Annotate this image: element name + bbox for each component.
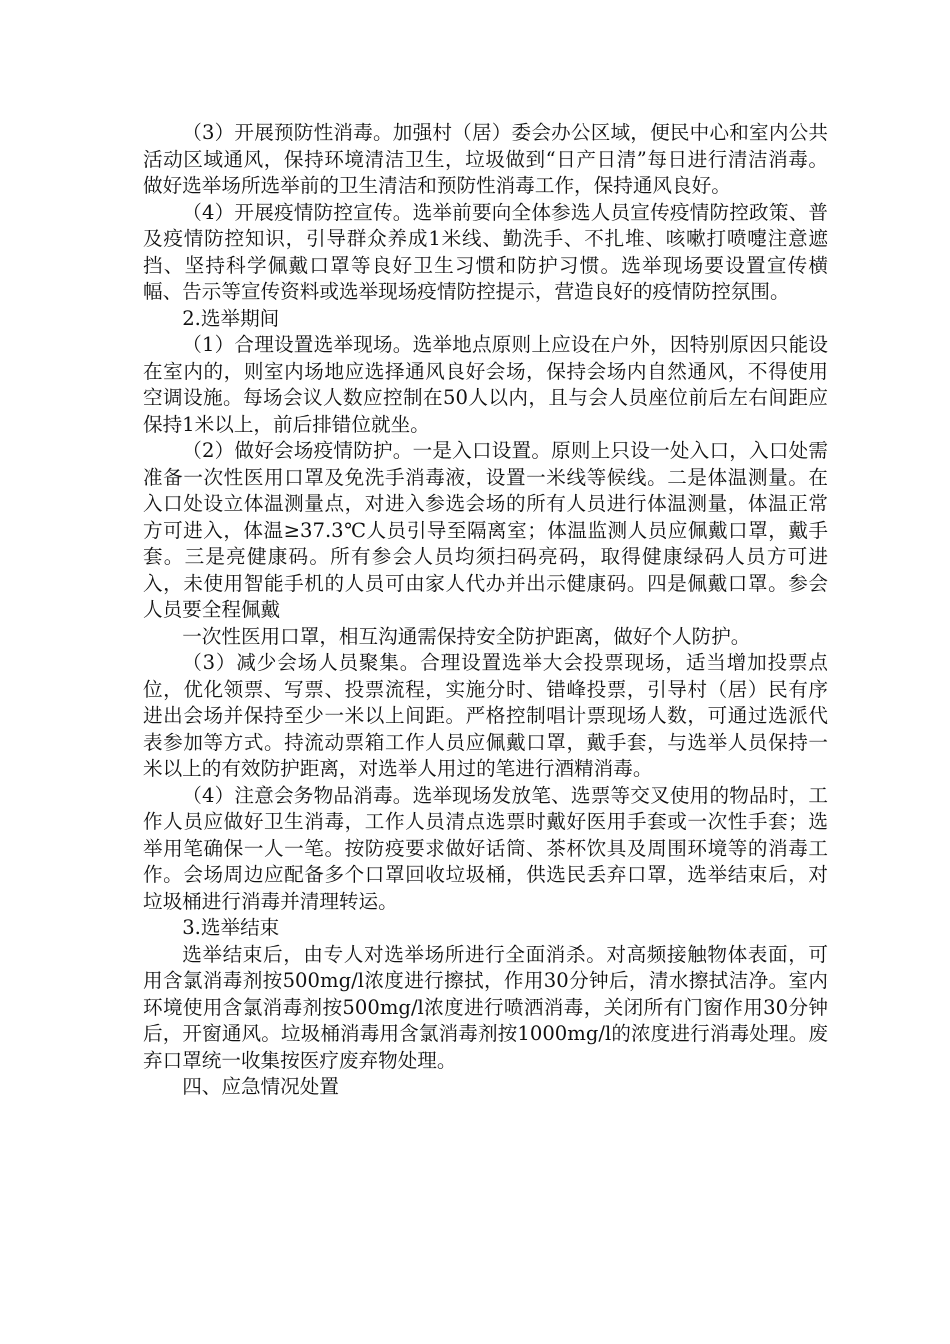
paragraph-venue-protection: （2）做好会场疫情防护。一是入口设置。原则上只设一处入口，入口处需准备一次性医用口罩及免洗手消毒液，设置一米线等候线。二是体温测量。在入口处设立体温测量点，对进入参选会场的所有人员进行体温测量，体温正常方可进入，体温≥37.3℃人员引导至隔离室；体温监测人员应佩戴口罩，戴手套。三是亮健康码。所有参会人员均须扫码亮码，取得健康绿码人员方可进入，未使用智能手机的人员可由家人代办并出示健康码。四是佩戴口罩。参会人员要全程佩戴 <box>143 439 828 621</box>
paragraph-reduce-gathering: （3）减少会场人员聚集。合理设置选举大会投票现场，适当增加投票点位，优化领票、写票、投票流程，实施分时、错峰投票，引导村（居）民有序进出会场并保持至少一米以上间距。严格控制唱计票现场人数，可通过选派代表参加等方式。持流动票箱工作人员应佩戴口罩，戴手套，与选举人员保持一米以上的有效防护距离，对选举人用过的笔进行酒精消毒。 <box>143 651 828 780</box>
document-page <box>143 120 828 1101</box>
section-heading-after-election: 3.选举结束 <box>182 916 280 939</box>
section-heading-during-election: 2.选举期间 <box>182 306 280 330</box>
paragraph-venue-setup: （1）合理设置选举现场。选举地点原则上应设在户外，因特别原因只能设在室内的，则室内场地应选择通风良好会场，保持会场内自然通风，不得使用空调设施。每场会议人数应控制在50人以内，且与会人员座位前后左右间距应保持1米以上，前后排错位就坐。 <box>143 333 828 436</box>
paragraph-item-disinfection: （4）注意会务物品消毒。选举现场发放笔、选票等交叉使用的物品时，工作人员应做好卫生消毒，工作人员清点选票时戴好医用手套或一次性手套；选举用笔确保一人一笔。按防疫要求做好话筒、茶杯饮具及周围环境等的消毒工作。会场周边应配备多个口罩回收垃圾桶，供选民丢弃口罩，选举结束后，对垃圾桶进行消毒并清理转运。 <box>143 783 828 913</box>
paragraph-publicity: （4）开展疫情防控宣传。选举前要向全体参选人员宣传疫情防控政策、普及疫情防控知识，引导群众养成1米线、勤洗手、不扎堆、咳嗽打喷嚏注意遮挡、坚持科学佩戴口罩等良好卫生习惯和防护习惯。选举现场要设置宣传横幅、告示等宣传资料或选举现场疫情防控提示，营造良好的疫情防控氛围。 <box>143 200 828 303</box>
paragraph-mask-continuation: 一次性医用口罩，相互沟通需保持安全防护距离，做好个人防护。 <box>182 624 751 648</box>
paragraph-preventive-disinfection: （3）开展预防性消毒。加强村（居）委会办公区域，便民中心和室内公共活动区域通风，保持环境清洁卫生，垃圾做到“日产日清”每日进行清洁消毒。做好选举场所选举前的卫生清洁和预防性消毒工作，保持通风良好。 <box>143 121 828 197</box>
section-heading-emergency: 四、应急情况处置 <box>182 1075 339 1098</box>
paragraph-post-election-cleanup: 选举结束后，由专人对选举场所进行全面消杀。对高频接触物体表面，可用含氯消毒剂按500mg/l浓度进行擦拭，作用30分钟后，清水擦拭洁净。室内环境使用含氯消毒剂按500mg/l浓度进行喷洒消毒，关闭所有门窗作用30分钟后，开窗通风。垃圾桶消毒用含氯消毒剂按1000mg/l的浓度进行消毒处理。废弃口罩统一收集按医疗废弃物处理。 <box>143 942 828 1072</box>
